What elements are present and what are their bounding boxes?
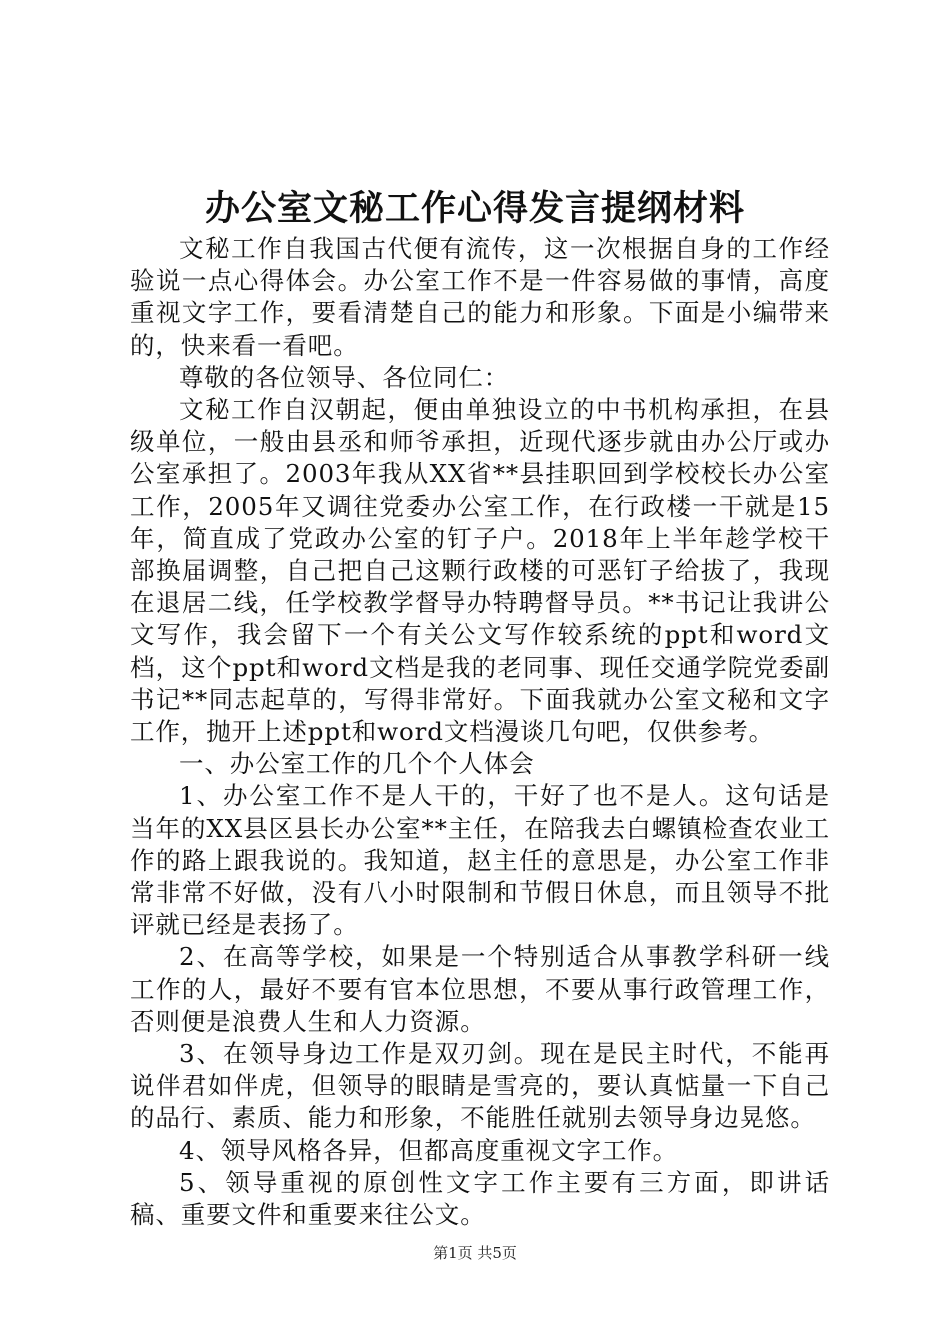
point-3-paragraph: 3、在领导身边工作是双刃剑。现在是民主时代，不能再说伴君如伴虎，但领导的眼睛是雪亮的，要认真惦量一下自己的品行、素质、能力和形象，不能胜任就别去领导身边晃悠。	[130, 1039, 830, 1133]
point-2-paragraph: 2、在高等学校，如果是一个特别适合从事教学科研一线工作的人，最好不要有官本位思想，不要从事行政管理工作，否则便是浪费人生和人力资源。	[130, 942, 830, 1036]
document-title: 办公室文秘工作心得发言提纲材料	[204, 188, 745, 229]
point-1-paragraph: 1、办公室工作不是人干的，干好了也不是人。这句话是当年的XX县区县长办公室**主任，在陪我去白螺镇检查农业工作的路上跟我说的。我知道，赵主任的意思是，办公室工作非常非常不好做，没有八小时限制和节假日休息，而且领导不批评就已经是表扬了。	[130, 781, 830, 940]
page-number-footer: 第1页 共5页	[433, 1244, 517, 1262]
section-heading: 一、办公室工作的几个个人体会	[179, 749, 535, 779]
salutation-paragraph: 尊敬的各位领导、各位同仁：	[179, 362, 510, 392]
document-body	[130, 233, 830, 1231]
background-paragraph: 文秘工作自汉朝起，便由单独设立的中书机构承担，在县级单位，一般由县丞和师爷承担，近现代逐步就由办公厅或办公室承担了。2003年我从XX省**县挂职回到学校校长办公室工作，2005年又调往党委办公室工作，在行政楼一干就是15年，简直成了党政办公室的钉子户。2018年上半年趁学校干部换届调整，自己把自己这颗行政楼的可恶钉子给拔了，我现在退居二线，任学校教学督导办特聘督导员。**书记让我讲公文写作，我会留下一个有关公文写作较系统的ppt和word文档，这个ppt和word文档是我的老同事、现任交通学院党委副书记**同志起草的，写得非常好。下面我就办公室文秘和文字工作，抛开上述ppt和word文档漫谈几句吧，仅供参考。	[130, 395, 830, 747]
point-5-paragraph: 5、领导重视的原创性文字工作主要有三方面，即讲话稿、重要文件和重要来往公文。	[130, 1167, 830, 1230]
point-4-paragraph: 4、领导风格各异，但都高度重视文字工作。	[179, 1135, 679, 1165]
intro-paragraph: 文秘工作自我国古代便有流传，这一次根据自身的工作经验说一点心得体会。办公室工作不是一件容易做的事情，高度重视文字工作，要看清楚自己的能力和形象。下面是小编带来的，快来看一看吧。	[130, 234, 830, 360]
